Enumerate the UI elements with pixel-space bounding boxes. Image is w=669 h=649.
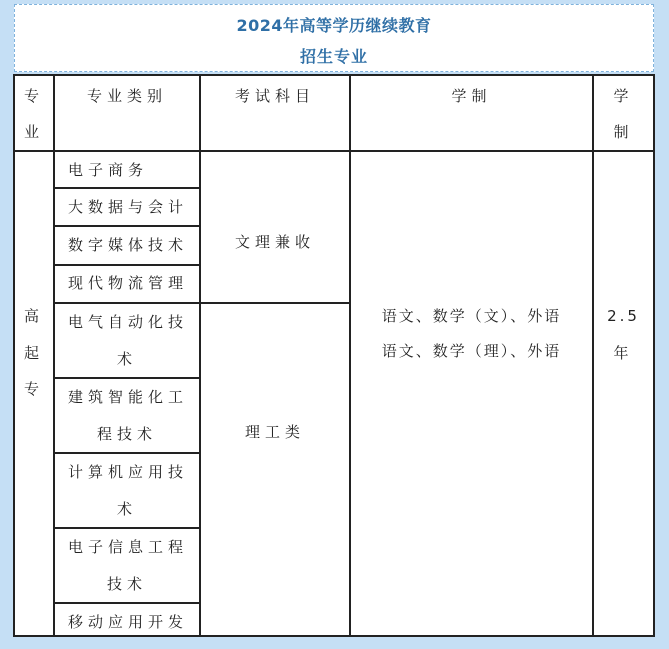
- header-duration-2: 制: [613, 123, 634, 141]
- major-item: 计算机应用技: [68, 463, 189, 481]
- duration-value: 2.5: [607, 307, 640, 325]
- majors-table: [13, 74, 655, 637]
- exam-subject-group-1: 文理兼收: [234, 233, 315, 251]
- major-item: 现代物流管理: [68, 274, 189, 292]
- major-item: 大数据与会计: [68, 198, 189, 216]
- duration-unit: 年: [613, 344, 634, 362]
- page-subtitle: 招生专业: [299, 47, 368, 66]
- header-category: 专业类别: [86, 87, 167, 105]
- exam-courses-science: 语文、数学（理）、外语: [381, 342, 562, 360]
- header-level-1: 专: [23, 87, 44, 105]
- header-level-2: 业: [23, 123, 44, 141]
- major-item: 移动应用开发: [68, 613, 189, 631]
- level-char: 起: [23, 344, 44, 362]
- major-item-cont: 术: [116, 500, 137, 518]
- major-item: 电气自动化技: [68, 313, 189, 331]
- level-char: 专: [23, 380, 44, 398]
- header-duration-1: 学: [613, 87, 634, 105]
- major-item: 电子信息工程: [68, 538, 189, 556]
- major-item: 建筑智能化工: [68, 388, 189, 406]
- major-item-cont: 术: [116, 350, 137, 368]
- header-subjects: 考试科目: [234, 87, 315, 105]
- exam-subject-group-2: 理工类: [244, 423, 305, 441]
- major-item: 数字媒体技术: [68, 236, 189, 254]
- major-item-cont: 技术: [106, 575, 147, 593]
- major-item: 电子商务: [68, 161, 149, 179]
- page-header: [14, 4, 654, 72]
- level-char: 高: [23, 307, 44, 325]
- major-item-cont: 程技术: [96, 425, 157, 443]
- header-courses: 学制: [451, 87, 492, 105]
- page-title: 2024年高等学历继续教育: [236, 16, 432, 35]
- exam-courses-arts: 语文、数学（文）、外语: [381, 307, 562, 325]
